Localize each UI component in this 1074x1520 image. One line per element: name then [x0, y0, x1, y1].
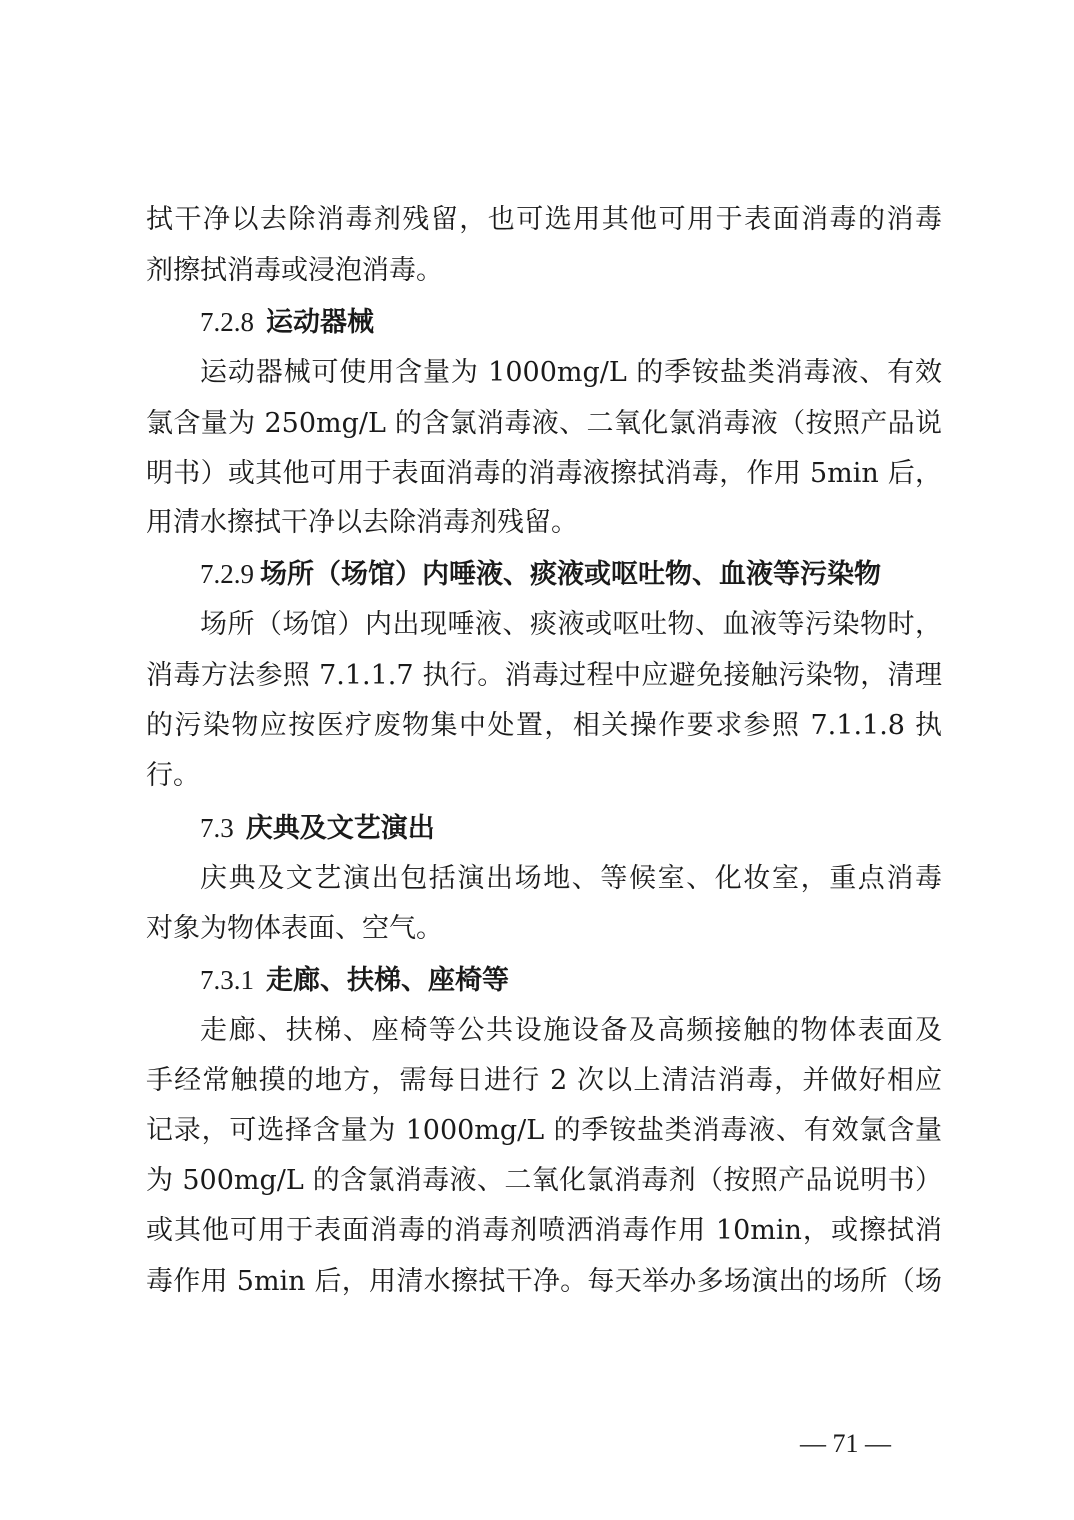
section-title: 庆典及文艺演出	[245, 813, 435, 844]
section-number: 7.3	[200, 813, 234, 843]
paragraph-line: 氯含量为 250mg/L 的含氯消毒液、二氧化氯消毒液（按照产品说	[146, 408, 942, 439]
paragraph-line: 消毒方法参照 7.1.1.7 执行。消毒过程中应避免接触污染物，清理	[146, 660, 942, 691]
paragraph-line: 走廊、扶梯、座椅等公共设施设备及高频接触的物体表面及	[200, 1015, 942, 1046]
section-heading-7-2-8	[200, 304, 374, 341]
page-number: — 71 —	[800, 1429, 891, 1458]
section-title: 场所（场馆）内唾液、痰液或呕吐物、血液等污染物	[260, 559, 881, 590]
paragraph-line: 行。	[146, 760, 200, 791]
paragraph-line: 拭干净以去除消毒剂残留，也可选用其他可用于表面消毒的消毒	[146, 204, 942, 235]
section-heading-7-3-1	[200, 962, 509, 999]
section-heading-7-2-9	[200, 556, 881, 593]
section-title: 运动器械	[266, 307, 374, 338]
paragraph-line: 庆典及文艺演出包括演出场地、等候室、化妆室，重点消毒	[200, 863, 942, 894]
paragraph-line: 场所（场馆）内出现唾液、痰液或呕吐物、血液等污染物时，	[200, 609, 942, 640]
paragraph-line: 用清水擦拭干净以去除消毒剂残留。	[146, 507, 578, 538]
section-title: 走廊、扶梯、座椅等	[266, 965, 509, 996]
paragraph-line: 运动器械可使用含量为 1000mg/L 的季铵盐类消毒液、有效	[200, 357, 942, 388]
paragraph-line: 记录，可选择含量为 1000mg/L 的季铵盐类消毒液、有效氯含量	[146, 1115, 942, 1146]
paragraph-line: 明书）或其他可用于表面消毒的消毒液擦拭消毒，作用 5min 后，	[146, 458, 942, 489]
paragraph-line: 或其他可用于表面消毒的消毒剂喷洒消毒作用 10min，或擦拭消	[146, 1215, 942, 1246]
paragraph-line: 剂擦拭消毒或浸泡消毒。	[146, 255, 443, 286]
paragraph-line: 为 500mg/L 的含氯消毒液、二氧化氯消毒剂（按照产品说明书）	[146, 1165, 942, 1196]
paragraph-line: 毒作用 5min 后，用清水擦拭干净。每天举办多场演出的场所（场	[146, 1266, 942, 1297]
paragraph-line: 的污染物应按医疗废物集中处置，相关操作要求参照 7.1.1.8 执	[146, 710, 942, 741]
paragraph-line: 手经常触摸的地方，需每日进行 2 次以上清洁消毒，并做好相应	[146, 1065, 942, 1096]
section-heading-7-3	[200, 810, 435, 847]
section-number: 7.3.1	[200, 965, 254, 995]
section-number: 7.2.9	[200, 559, 254, 589]
paragraph-line: 对象为物体表面、空气。	[146, 913, 443, 944]
section-number: 7.2.8	[200, 307, 254, 337]
